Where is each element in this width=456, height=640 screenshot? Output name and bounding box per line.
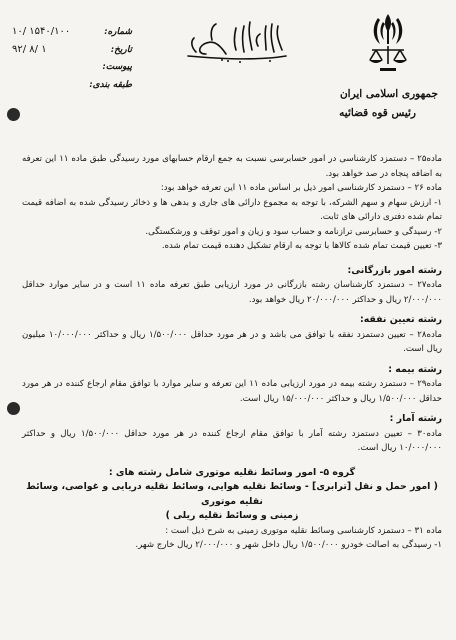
article-26-item-1: ۱- ارزش سهام و سهم الشرکه، با توجه به مجموع دارائی های جاری و بدهی ها و ذخائر رسیدگی شده به اضافه قیمت تمام شده دفتری دارائی های ثابت. xyxy=(22,197,442,222)
classification-label: طبقه بندی: xyxy=(89,80,132,90)
article-26: ماده ۲۶ – دستمزد کارشناسی امور ذیل بر اساس ماده ۱۱ این تعرفه خواهد بود: xyxy=(160,183,442,193)
bismillah-calligraphy xyxy=(182,20,290,66)
org-title: رئیس قوه قضائیه xyxy=(339,107,416,119)
punch-hole xyxy=(7,402,20,415)
number-value: ۱۰/ ۱۵۴۰/۱۰۰ xyxy=(12,26,71,37)
number-row xyxy=(12,26,132,44)
article-31-item-1: ۱- رسیدگی به اصالت خودرو ۱/۵۰۰/۰۰۰ ریال داخل شهر و ۲/۰۰۰/۰۰۰ ریال خارج شهر. xyxy=(135,540,442,550)
section-heading-commerce: رشته امور بازرگانی: xyxy=(347,264,442,276)
date-row xyxy=(12,44,132,62)
article-26-item-3: ۳- تعیین قیمت تمام شده کالاها با توجه به ارقام تشکیل دهنده قیمت تمام شده. xyxy=(161,241,442,251)
attachment-row xyxy=(12,62,132,80)
document-body xyxy=(22,152,442,553)
number-label: شماره: xyxy=(104,27,132,37)
article-28: ماده۲۸ – تعیین دستمزد نفقه با توافق می باشد و در هر مورد حداقل ۱/۵۰۰/۰۰۰ ریال و حداکثر ۱۰/۰۰۰/۰۰۰ میلیون ریال است. xyxy=(22,329,442,354)
section-heading-insurance: رشته بیمه : xyxy=(388,363,442,375)
group-5-fields-cont: زمینی و وسائط نقلیه ریلی ) xyxy=(165,510,299,521)
section-heading-alimony: رشته تعیین نفقه: xyxy=(359,314,442,325)
article-30: ماده۳۰ – تعیین دستمزد رشته آمار با توافق مقام ارجاع کننده در هر مورد حداقل ۱/۵۰۰/۰۰۰ ریال و حداکثر ۱۰/۰۰۰/۰۰۰ ریال است. xyxy=(22,428,443,453)
article-31: ماده ۳۱ – دستمزد کارشناسی وسائط نقلیه موتوری زمینی به شرح ذیل است : xyxy=(165,525,442,536)
punch-hole xyxy=(7,108,20,121)
letter-meta xyxy=(12,26,132,98)
group-5-fields: ( امور حمل و نقل [ترابری] - وسائط نقلیه هوایی، وسائط نقلیه دریایی و غواصی، وسائط نقلیه موتوری xyxy=(26,481,438,507)
article-26-item-2: ۲- رسیدگی و حسابرسی ترازنامه و حساب سود و زیان و امور توقف و ورشکستگی. xyxy=(145,226,442,237)
article-29: ماده۲۹ – دستمزد رشته بیمه در مورد ارزیابی ماده ۱۱ این تعرفه و سایر موارد با توافق مقام ارجاع کننده در هر مورد حداقل ۱/۵۰۰/۰۰۰ ریال و حداکثر ۱۵/۰۰۰/۰۰۰ ریال است. xyxy=(22,379,442,404)
section-heading-statistics: رشته آمار : xyxy=(389,413,442,424)
article-27: ماده۲۷ – دستمزد کارشناسان رشته بازرگانی در مورد ارزیابی طبق تعرفه ماده ۱۱ است و در سایر موارد حداقل ۲/۰۰۰/۰۰۰ ریال و حداکثر ۲۰/۰۰۰/۰۰۰ ریال خواهد بود. xyxy=(22,280,442,305)
article-25: ماده۲۵ – دستمزد کارشناسی در امور حسابرسی نسبت به جمع ارقام حسابهای مورد رسیدگی طبق ماده ۱۱ این تعرفه به اضافه پنجاه در صد خواهد بود. xyxy=(22,154,443,179)
iran-emblem-icon xyxy=(364,12,412,74)
date-label: تاریخ: xyxy=(110,45,132,55)
date-value: ۹۲/ ۸/ ۱ xyxy=(12,44,47,55)
attachment-label: پیوست: xyxy=(102,62,132,72)
org-name: جمهوری اسلامی ایران xyxy=(339,88,438,100)
classification-row xyxy=(12,80,132,98)
group-5-heading: گروه ۵- امور وسائط نقلیه موتوری شامل رشته های : xyxy=(108,466,356,478)
